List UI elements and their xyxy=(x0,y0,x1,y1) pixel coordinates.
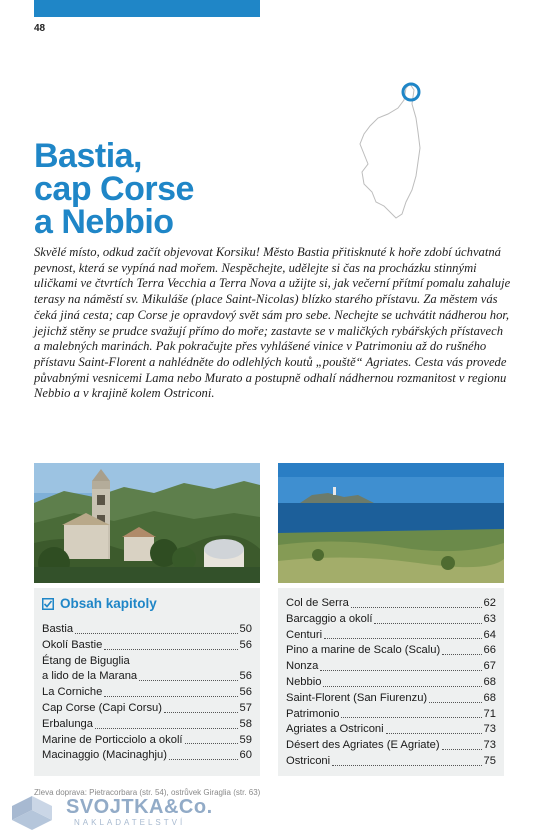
toc-entry-title: Col de Serra xyxy=(286,597,349,609)
toc-entry-page: 59 xyxy=(239,733,252,746)
toc-entry-erbalunga[interactable] xyxy=(42,717,252,733)
toc-list-right xyxy=(286,596,496,770)
intro-paragraph: Skvělé místo, odkud začít objevovat Korsiku! Město Bastia přitisknuté k hoře zdobí úchvatná pevnost, která se vypíná nad mořem. Nespěchejte, udělejte si čas na procházku stinnými uličkami ve čtvrtích Terra Vecchia a Terra Nova a užijte si, jak večerní přítmí pomalu zahaluje terasy na náměstí sv. Mikuláše (place Saint-Nicolas) blízko starého přístavu. Za městem vás čeká jiná cesta; cap Corse je opravdový svět sám pro sebe. Nechejte se uchvátit nádherou hor, jejichž stěny se prudce svažují přímo do moře; zastavte se v maličkých rybářských přístavech a malebných marinách. Pak pokračujte přes vyhlášené vinice v Patrimoniu až do rušného přístavu Saint-Florent a nahlédněte do odlehlých koutů „pouště“ Agriates. Cesta vás provede půvabnými vesnicemi Lama nebo Murato a postupně odhalí nádhernou rozmanitost v regionu Nebbio a v krajině kolem Ostriconi. xyxy=(34,245,511,401)
toc-entry-col-de-serra[interactable] xyxy=(286,596,496,612)
toc-heading xyxy=(42,596,157,611)
toc-entry-page: 68 xyxy=(483,691,496,704)
toc-entry-centuri[interactable] xyxy=(286,628,496,644)
toc-entry-lido-de-la-marana[interactable] xyxy=(42,669,252,685)
chapter-title xyxy=(34,137,334,241)
toc-entry-desert-des-agriates[interactable] xyxy=(286,738,496,754)
toc-entry-bastia[interactable] xyxy=(42,622,252,638)
toc-entry-page: 62 xyxy=(483,597,496,609)
toc-entry-page: 75 xyxy=(483,754,496,767)
toc-entry-title: Patrimonio xyxy=(286,707,340,720)
watermark-subtitle: NAKLADATELSTVÍ xyxy=(74,818,186,827)
toc-entry-page: 56 xyxy=(239,686,252,699)
toc-box-left xyxy=(34,588,260,776)
toc-entry-title: Bastia xyxy=(42,623,74,635)
toc-entry-saint-florent[interactable] xyxy=(286,691,496,707)
toc-entry-okoli-bastie[interactable] xyxy=(42,638,252,654)
toc-entry-title: Nebbio xyxy=(286,675,322,688)
photo-caption: Zleva doprava: Pietracorbara (str. 54), ostrůvek Giraglia (str. 63) xyxy=(34,788,261,797)
toc-entry-page: 66 xyxy=(483,644,496,657)
toc-box-right xyxy=(278,588,504,776)
toc-entry-page: 73 xyxy=(483,723,496,736)
toc-entry-nebbio[interactable] xyxy=(286,675,496,691)
title-line-3: a Nebbio xyxy=(34,203,174,241)
toc-entry-page: 64 xyxy=(483,628,496,641)
toc-heading-label: Obsah kapitoly xyxy=(60,596,157,611)
toc-entry-title: Agriates a Ostriconi xyxy=(286,723,384,736)
toc-entry-title: Macinaggio (Macinaghju) xyxy=(42,749,167,762)
toc-entry-title: Saint-Florent (San Fiurenzu) xyxy=(286,691,428,704)
toc-entry-title: Centuri xyxy=(286,628,323,641)
title-line-1: Bastia, xyxy=(34,137,142,175)
toc-entry-barcaggio[interactable] xyxy=(286,612,496,628)
toc-entry-marine-de-porticciolo[interactable] xyxy=(42,733,252,749)
toc-entry-agriates-a-ostriconi[interactable] xyxy=(286,722,496,738)
corsica-locator-map xyxy=(354,74,440,220)
toc-entry-page: 63 xyxy=(483,612,496,625)
toc-entry-page: 67 xyxy=(483,660,496,673)
toc-entry-title: a lido de la Marana xyxy=(42,670,138,683)
toc-entry-page: 60 xyxy=(239,749,252,762)
toc-entry-title: Cap Corse (Capi Corsu) xyxy=(42,701,162,714)
toc-entry-title: Marine de Porticciolo a okolí xyxy=(42,733,183,746)
checkbox-icon xyxy=(42,598,54,610)
toc-entry-title: La Corniche xyxy=(42,686,103,699)
toc-entry-title: Barcaggio a okolí xyxy=(286,612,373,625)
toc-entry-etang-de-biguglia[interactable] xyxy=(42,654,252,670)
header-color-bar xyxy=(34,0,260,17)
toc-entry-ostriconi[interactable] xyxy=(286,754,496,770)
toc-entry-title: Okolí Bastie xyxy=(42,638,103,651)
toc-entry-nonza[interactable] xyxy=(286,659,496,675)
toc-entry-page: 68 xyxy=(483,675,496,688)
toc-entry-title: Désert des Agriates (E Agriate) xyxy=(286,739,440,752)
toc-entry-title: Ostriconi xyxy=(286,754,331,767)
toc-entry-title: Erbalunga xyxy=(42,717,94,730)
watermark-brand: SVOJTKA&Co. xyxy=(66,796,213,818)
photo-giraglia xyxy=(278,463,504,583)
toc-entry-macinaggio[interactable] xyxy=(42,748,252,764)
toc-entry-page: 71 xyxy=(483,707,496,720)
toc-entry-page: 50 xyxy=(239,623,252,635)
toc-entry-title: Pino a marine de Scalo (Scalu) xyxy=(286,644,441,657)
toc-entry-page: 57 xyxy=(239,701,252,714)
toc-entry-la-corniche[interactable] xyxy=(42,685,252,701)
toc-entry-title: Étang de Biguglia xyxy=(42,654,130,667)
toc-entry-pino[interactable] xyxy=(286,643,496,659)
toc-entry-page: 73 xyxy=(483,739,496,752)
publisher-watermark xyxy=(8,790,213,830)
toc-entry-page: 58 xyxy=(239,717,252,730)
page-number: 48 xyxy=(34,23,46,34)
book-logo-icon xyxy=(8,790,58,830)
corsica-island-shape xyxy=(360,84,420,218)
toc-entry-page: 56 xyxy=(239,638,252,651)
toc-entry-title: Nonza xyxy=(286,660,319,673)
toc-list-left xyxy=(42,622,252,764)
title-line-2: cap Corse xyxy=(34,170,194,208)
toc-entry-page: 56 xyxy=(239,670,252,683)
toc-entry-patrimonio[interactable] xyxy=(286,707,496,723)
toc-entry-cap-corse[interactable] xyxy=(42,701,252,717)
photo-pietracorbara xyxy=(34,463,260,583)
